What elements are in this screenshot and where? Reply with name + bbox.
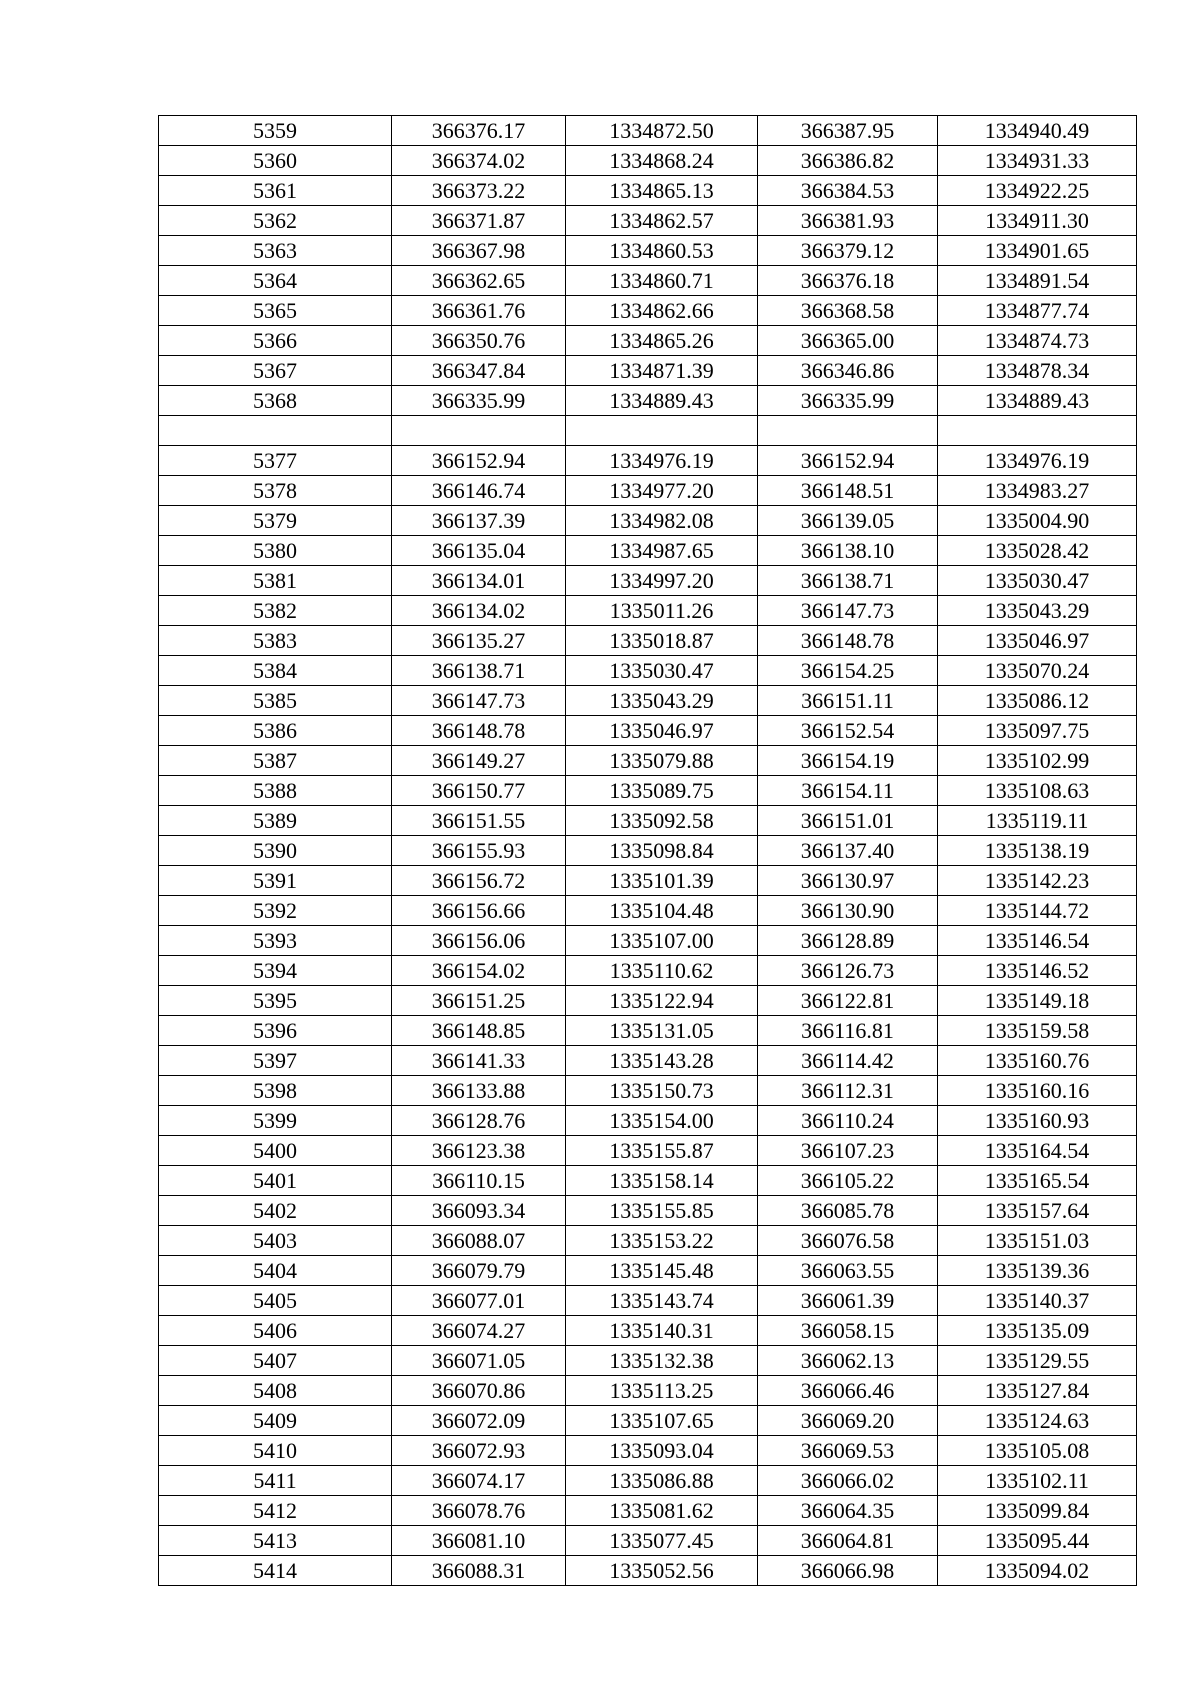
x2-cell: 366154.19 [758, 746, 938, 776]
y2-cell: 1334891.54 [938, 266, 1137, 296]
x1-cell: 366156.06 [392, 926, 566, 956]
point-number-cell: 5405 [159, 1286, 392, 1316]
table-row [159, 836, 1137, 866]
y2-cell: 1335028.42 [938, 536, 1137, 566]
y1-cell: 1335154.00 [566, 1106, 758, 1136]
y1-cell: 1334977.20 [566, 476, 758, 506]
point-number-cell: 5383 [159, 626, 392, 656]
x2-cell: 366148.51 [758, 476, 938, 506]
point-number-cell: 5408 [159, 1376, 392, 1406]
x2-cell: 366151.01 [758, 806, 938, 836]
x2-cell: 366130.90 [758, 896, 938, 926]
y1-cell: 1335046.97 [566, 716, 758, 746]
point-number-cell: 5393 [159, 926, 392, 956]
y1-cell: 1334889.43 [566, 386, 758, 416]
x1-cell: 366146.74 [392, 476, 566, 506]
y2-cell: 1335070.24 [938, 656, 1137, 686]
point-number-cell: 5413 [159, 1526, 392, 1556]
x1-cell: 366151.55 [392, 806, 566, 836]
table-row [159, 116, 1137, 146]
point-number-cell: 5397 [159, 1046, 392, 1076]
y2-cell: 1334940.49 [938, 116, 1137, 146]
x2-cell: 366139.05 [758, 506, 938, 536]
y1-cell: 1334987.65 [566, 536, 758, 566]
x2-cell [758, 416, 938, 446]
y1-cell: 1334860.71 [566, 266, 758, 296]
table-row [159, 746, 1137, 776]
y2-cell: 1335108.63 [938, 776, 1137, 806]
table-row [159, 1226, 1137, 1256]
y2-cell: 1335129.55 [938, 1346, 1137, 1376]
x2-cell: 366368.58 [758, 296, 938, 326]
point-number-cell: 5386 [159, 716, 392, 746]
y2-cell: 1334976.19 [938, 446, 1137, 476]
y1-cell: 1335132.38 [566, 1346, 758, 1376]
y1-cell: 1334862.66 [566, 296, 758, 326]
y2-cell: 1335102.11 [938, 1466, 1137, 1496]
y2-cell: 1335119.11 [938, 806, 1137, 836]
table-row [159, 1046, 1137, 1076]
y2-cell: 1335149.18 [938, 986, 1137, 1016]
table-row [159, 1166, 1137, 1196]
y1-cell: 1334997.20 [566, 566, 758, 596]
y2-cell: 1334983.27 [938, 476, 1137, 506]
x2-cell: 366105.22 [758, 1166, 938, 1196]
table-row [159, 1376, 1137, 1406]
y1-cell [566, 416, 758, 446]
point-number-cell: 5391 [159, 866, 392, 896]
x1-cell: 366123.38 [392, 1136, 566, 1166]
x1-cell: 366335.99 [392, 386, 566, 416]
table-row [159, 1106, 1137, 1136]
x1-cell: 366151.25 [392, 986, 566, 1016]
x2-cell: 366384.53 [758, 176, 938, 206]
x1-cell: 366156.72 [392, 866, 566, 896]
y1-cell: 1334871.39 [566, 356, 758, 386]
y1-cell: 1335122.94 [566, 986, 758, 1016]
table-row [159, 986, 1137, 1016]
y2-cell: 1335105.08 [938, 1436, 1137, 1466]
point-number-cell: 5406 [159, 1316, 392, 1346]
x2-cell: 366114.42 [758, 1046, 938, 1076]
x2-cell: 366151.11 [758, 686, 938, 716]
point-number-cell: 5361 [159, 176, 392, 206]
y1-cell: 1334860.53 [566, 236, 758, 266]
y2-cell: 1335043.29 [938, 596, 1137, 626]
y1-cell: 1335145.48 [566, 1256, 758, 1286]
y1-cell: 1335081.62 [566, 1496, 758, 1526]
x1-cell: 366077.01 [392, 1286, 566, 1316]
y2-cell: 1334878.34 [938, 356, 1137, 386]
y2-cell: 1335095.44 [938, 1526, 1137, 1556]
point-number-cell: 5392 [159, 896, 392, 926]
y2-cell: 1334877.74 [938, 296, 1137, 326]
y2-cell: 1335165.54 [938, 1166, 1137, 1196]
x2-cell: 366064.81 [758, 1526, 938, 1556]
point-number-cell: 5404 [159, 1256, 392, 1286]
x2-cell: 366076.58 [758, 1226, 938, 1256]
x2-cell: 366137.40 [758, 836, 938, 866]
x1-cell: 366074.17 [392, 1466, 566, 1496]
y2-cell: 1335160.76 [938, 1046, 1137, 1076]
y2-cell: 1335127.84 [938, 1376, 1137, 1406]
table-row [159, 476, 1137, 506]
table-row [159, 1556, 1137, 1586]
point-number-cell: 5411 [159, 1466, 392, 1496]
point-number-cell: 5380 [159, 536, 392, 566]
y1-cell: 1334976.19 [566, 446, 758, 476]
point-number-cell: 5388 [159, 776, 392, 806]
x2-cell: 366069.20 [758, 1406, 938, 1436]
y1-cell: 1335140.31 [566, 1316, 758, 1346]
x2-cell: 366066.46 [758, 1376, 938, 1406]
y2-cell: 1335151.03 [938, 1226, 1137, 1256]
x2-cell: 366346.86 [758, 356, 938, 386]
y1-cell: 1335052.56 [566, 1556, 758, 1586]
point-number-cell: 5365 [159, 296, 392, 326]
y2-cell: 1335142.23 [938, 866, 1137, 896]
table-row [159, 1346, 1137, 1376]
point-number-cell: 5398 [159, 1076, 392, 1106]
table-row [159, 266, 1137, 296]
x2-cell: 366381.93 [758, 206, 938, 236]
point-number-cell: 5368 [159, 386, 392, 416]
y2-cell: 1335030.47 [938, 566, 1137, 596]
x1-cell: 366071.05 [392, 1346, 566, 1376]
point-number-cell: 5381 [159, 566, 392, 596]
point-number-cell: 5402 [159, 1196, 392, 1226]
point-number-cell: 5384 [159, 656, 392, 686]
point-number-cell: 5363 [159, 236, 392, 266]
y2-cell: 1335159.58 [938, 1016, 1137, 1046]
table-row [159, 686, 1137, 716]
x2-cell: 366066.98 [758, 1556, 938, 1586]
y2-cell: 1335160.93 [938, 1106, 1137, 1136]
x1-cell: 366088.07 [392, 1226, 566, 1256]
table-row [159, 146, 1137, 176]
point-number-cell: 5390 [159, 836, 392, 866]
x1-cell: 366154.02 [392, 956, 566, 986]
point-number-cell: 5407 [159, 1346, 392, 1376]
x2-cell: 366376.18 [758, 266, 938, 296]
y1-cell: 1335150.73 [566, 1076, 758, 1106]
y1-cell: 1334865.13 [566, 176, 758, 206]
y2-cell: 1335157.64 [938, 1196, 1137, 1226]
x2-cell: 366147.73 [758, 596, 938, 626]
x2-cell: 366138.71 [758, 566, 938, 596]
x2-cell: 366387.95 [758, 116, 938, 146]
table-row [159, 1526, 1137, 1556]
x2-cell: 366379.12 [758, 236, 938, 266]
x1-cell: 366147.73 [392, 686, 566, 716]
x2-cell: 366126.73 [758, 956, 938, 986]
y1-cell: 1335079.88 [566, 746, 758, 776]
x1-cell: 366148.85 [392, 1016, 566, 1046]
table-row [159, 506, 1137, 536]
y1-cell: 1335131.05 [566, 1016, 758, 1046]
x1-cell: 366150.77 [392, 776, 566, 806]
table-row [159, 1436, 1137, 1466]
point-number-cell: 5395 [159, 986, 392, 1016]
x2-cell: 366152.54 [758, 716, 938, 746]
y2-cell: 1334901.65 [938, 236, 1137, 266]
point-number-cell: 5366 [159, 326, 392, 356]
y2-cell: 1335102.99 [938, 746, 1137, 776]
table-row [159, 356, 1137, 386]
y2-cell: 1335046.97 [938, 626, 1137, 656]
x2-cell: 366064.35 [758, 1496, 938, 1526]
table-row [159, 926, 1137, 956]
x1-cell: 366137.39 [392, 506, 566, 536]
x2-cell: 366148.78 [758, 626, 938, 656]
x2-cell: 366152.94 [758, 446, 938, 476]
y2-cell: 1334931.33 [938, 146, 1137, 176]
x1-cell: 366072.09 [392, 1406, 566, 1436]
x1-cell: 366110.15 [392, 1166, 566, 1196]
point-number-cell: 5409 [159, 1406, 392, 1436]
table-row [159, 1316, 1137, 1346]
y2-cell: 1335097.75 [938, 716, 1137, 746]
table-row [159, 1076, 1137, 1106]
table-row [159, 236, 1137, 266]
table-row [159, 1016, 1137, 1046]
x1-cell: 366081.10 [392, 1526, 566, 1556]
y1-cell: 1335043.29 [566, 686, 758, 716]
table-row [159, 866, 1137, 896]
x1-cell: 366347.84 [392, 356, 566, 386]
x1-cell: 366155.93 [392, 836, 566, 866]
y1-cell: 1335158.14 [566, 1166, 758, 1196]
table-row [159, 566, 1137, 596]
y1-cell: 1334872.50 [566, 116, 758, 146]
table-row [159, 596, 1137, 626]
x2-cell: 366112.31 [758, 1076, 938, 1106]
point-number-cell: 5394 [159, 956, 392, 986]
table-row [159, 1136, 1137, 1166]
point-number-cell: 5364 [159, 266, 392, 296]
y2-cell: 1334922.25 [938, 176, 1137, 206]
table-row [159, 1256, 1137, 1286]
x1-cell: 366374.02 [392, 146, 566, 176]
table-row [159, 1286, 1137, 1316]
coordinate-table [158, 115, 1137, 1586]
table-row [159, 296, 1137, 326]
x1-cell: 366138.71 [392, 656, 566, 686]
y2-cell: 1334889.43 [938, 386, 1137, 416]
y1-cell: 1335093.04 [566, 1436, 758, 1466]
x2-cell: 366110.24 [758, 1106, 938, 1136]
table-row [159, 416, 1137, 446]
table-row [159, 326, 1137, 356]
point-number-cell: 5377 [159, 446, 392, 476]
table-row [159, 896, 1137, 926]
point-number-cell: 5399 [159, 1106, 392, 1136]
y2-cell [938, 416, 1137, 446]
y2-cell: 1335144.72 [938, 896, 1137, 926]
x2-cell: 366058.15 [758, 1316, 938, 1346]
x1-cell: 366156.66 [392, 896, 566, 926]
table-row [159, 776, 1137, 806]
y1-cell: 1335110.62 [566, 956, 758, 986]
x1-cell: 366149.27 [392, 746, 566, 776]
point-number-cell: 5379 [159, 506, 392, 536]
y2-cell: 1334911.30 [938, 206, 1137, 236]
y1-cell: 1335098.84 [566, 836, 758, 866]
y1-cell: 1335030.47 [566, 656, 758, 686]
x2-cell: 366154.25 [758, 656, 938, 686]
x2-cell: 366335.99 [758, 386, 938, 416]
table-row [159, 806, 1137, 836]
x1-cell: 366376.17 [392, 116, 566, 146]
table-row [159, 956, 1137, 986]
y2-cell: 1335146.54 [938, 926, 1137, 956]
y1-cell: 1335092.58 [566, 806, 758, 836]
y1-cell: 1335018.87 [566, 626, 758, 656]
x1-cell: 366079.79 [392, 1256, 566, 1286]
point-number-cell: 5360 [159, 146, 392, 176]
point-number-cell: 5389 [159, 806, 392, 836]
y1-cell: 1335143.28 [566, 1046, 758, 1076]
x2-cell: 366365.00 [758, 326, 938, 356]
y1-cell: 1334862.57 [566, 206, 758, 236]
point-number-cell: 5400 [159, 1136, 392, 1166]
point-number-cell: 5367 [159, 356, 392, 386]
y2-cell: 1335160.16 [938, 1076, 1137, 1106]
table-row [159, 626, 1137, 656]
point-number-cell: 5385 [159, 686, 392, 716]
x1-cell: 366371.87 [392, 206, 566, 236]
y1-cell: 1335107.00 [566, 926, 758, 956]
x2-cell: 366063.55 [758, 1256, 938, 1286]
x2-cell: 366154.11 [758, 776, 938, 806]
x2-cell: 366066.02 [758, 1466, 938, 1496]
x2-cell: 366138.10 [758, 536, 938, 566]
x1-cell: 366148.78 [392, 716, 566, 746]
y1-cell: 1335113.25 [566, 1376, 758, 1406]
y2-cell: 1335138.19 [938, 836, 1137, 866]
x1-cell: 366141.33 [392, 1046, 566, 1076]
y2-cell: 1335146.52 [938, 956, 1137, 986]
point-number-cell: 5396 [159, 1016, 392, 1046]
x1-cell: 366072.93 [392, 1436, 566, 1466]
y1-cell: 1335101.39 [566, 866, 758, 896]
point-number-cell: 5378 [159, 476, 392, 506]
point-number-cell: 5362 [159, 206, 392, 236]
table-row [159, 1196, 1137, 1226]
table-row [159, 446, 1137, 476]
x2-cell: 366069.53 [758, 1436, 938, 1466]
x1-cell: 366152.94 [392, 446, 566, 476]
table-row [159, 716, 1137, 746]
table-row [159, 1406, 1137, 1436]
x1-cell: 366373.22 [392, 176, 566, 206]
point-number-cell: 5382 [159, 596, 392, 626]
x1-cell [392, 416, 566, 446]
y2-cell: 1335164.54 [938, 1136, 1137, 1166]
y2-cell: 1335004.90 [938, 506, 1137, 536]
table-row [159, 176, 1137, 206]
x2-cell: 366061.39 [758, 1286, 938, 1316]
y1-cell: 1334982.08 [566, 506, 758, 536]
x1-cell: 366134.02 [392, 596, 566, 626]
y1-cell: 1334865.26 [566, 326, 758, 356]
y2-cell: 1335135.09 [938, 1316, 1137, 1346]
y2-cell: 1335086.12 [938, 686, 1137, 716]
table-row [159, 1496, 1137, 1526]
y2-cell: 1334874.73 [938, 326, 1137, 356]
x1-cell: 366362.65 [392, 266, 566, 296]
x1-cell: 366093.34 [392, 1196, 566, 1226]
y2-cell: 1335140.37 [938, 1286, 1137, 1316]
x2-cell: 366107.23 [758, 1136, 938, 1166]
point-number-cell [159, 416, 392, 446]
x1-cell: 366135.04 [392, 536, 566, 566]
x2-cell: 366128.89 [758, 926, 938, 956]
y2-cell: 1335124.63 [938, 1406, 1137, 1436]
x2-cell: 366122.81 [758, 986, 938, 1016]
x2-cell: 366386.82 [758, 146, 938, 176]
y1-cell: 1335153.22 [566, 1226, 758, 1256]
y1-cell: 1335011.26 [566, 596, 758, 626]
x1-cell: 366074.27 [392, 1316, 566, 1346]
y1-cell: 1335104.48 [566, 896, 758, 926]
point-number-cell: 5403 [159, 1226, 392, 1256]
x1-cell: 366134.01 [392, 566, 566, 596]
y1-cell: 1334868.24 [566, 146, 758, 176]
x2-cell: 366130.97 [758, 866, 938, 896]
x1-cell: 366128.76 [392, 1106, 566, 1136]
x1-cell: 366361.76 [392, 296, 566, 326]
y1-cell: 1335155.85 [566, 1196, 758, 1226]
x1-cell: 366078.76 [392, 1496, 566, 1526]
x2-cell: 366062.13 [758, 1346, 938, 1376]
point-number-cell: 5412 [159, 1496, 392, 1526]
point-number-cell: 5359 [159, 116, 392, 146]
x1-cell: 366367.98 [392, 236, 566, 266]
y2-cell: 1335099.84 [938, 1496, 1137, 1526]
x2-cell: 366116.81 [758, 1016, 938, 1046]
x1-cell: 366135.27 [392, 626, 566, 656]
table-row [159, 656, 1137, 686]
y1-cell: 1335143.74 [566, 1286, 758, 1316]
y1-cell: 1335089.75 [566, 776, 758, 806]
point-number-cell: 5410 [159, 1436, 392, 1466]
x1-cell: 366070.86 [392, 1376, 566, 1406]
x2-cell: 366085.78 [758, 1196, 938, 1226]
y1-cell: 1335155.87 [566, 1136, 758, 1166]
point-number-cell: 5414 [159, 1556, 392, 1586]
table-row [159, 1466, 1137, 1496]
y1-cell: 1335086.88 [566, 1466, 758, 1496]
table-row [159, 206, 1137, 236]
table-row [159, 536, 1137, 566]
coordinate-table-body [159, 116, 1137, 1586]
y1-cell: 1335107.65 [566, 1406, 758, 1436]
y1-cell: 1335077.45 [566, 1526, 758, 1556]
x1-cell: 366133.88 [392, 1076, 566, 1106]
table-row [159, 386, 1137, 416]
point-number-cell: 5387 [159, 746, 392, 776]
x1-cell: 366350.76 [392, 326, 566, 356]
x1-cell: 366088.31 [392, 1556, 566, 1586]
y2-cell: 1335139.36 [938, 1256, 1137, 1286]
y2-cell: 1335094.02 [938, 1556, 1137, 1586]
point-number-cell: 5401 [159, 1166, 392, 1196]
